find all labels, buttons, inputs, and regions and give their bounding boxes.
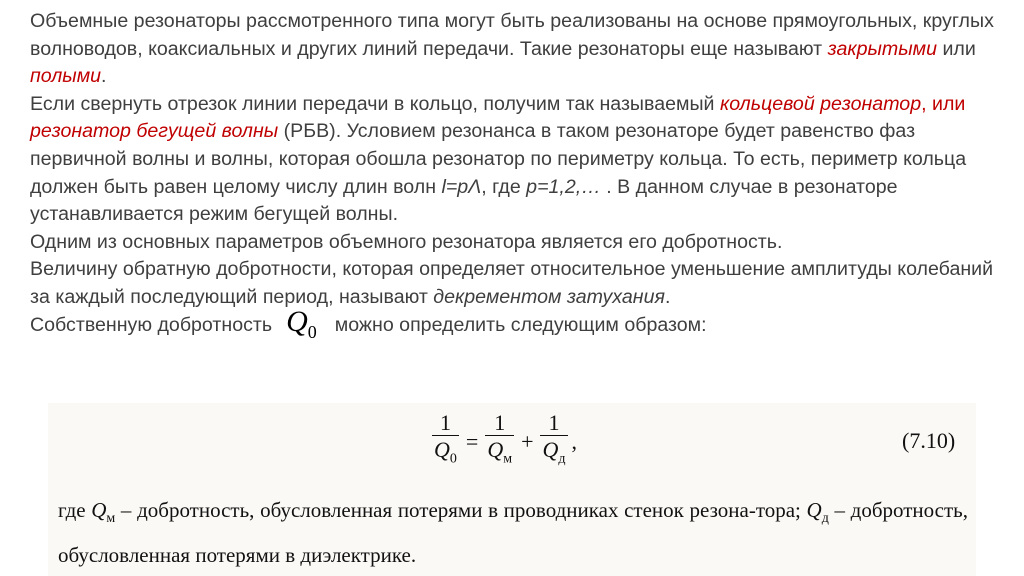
subscript: м bbox=[503, 451, 513, 467]
symbol-q: Q bbox=[542, 437, 559, 463]
fraction-1-over-qd bbox=[540, 411, 567, 474]
numerator: 1 bbox=[548, 409, 560, 435]
paragraph-4-text: Величину обратную добротности, которая определяет относительное уменьшение амплитуды колебаний за каждый последующий период, называют bbox=[30, 258, 994, 308]
qm-description: – добротность, обусловленная потерями в проводниках стенок резона-тора; bbox=[115, 498, 807, 522]
term-traveling-wave-resonator: резонатор бегущей волны bbox=[30, 120, 279, 143]
paragraph-2-rest: . Условием резонанса в таком резонаторе будет равенство фаз первичной волны и волны, которая обошла резонатор по периметру кольца. То есть, периметр кольца должен быть равен целому числу длин волн bbox=[30, 120, 967, 198]
numerator: 1 bbox=[494, 409, 506, 435]
subscript: 0 bbox=[449, 451, 457, 467]
paragraph-2-text: Если свернуть отрезок линии передачи в кольцо, получим так называемый bbox=[30, 92, 720, 115]
symbol-qd bbox=[806, 498, 829, 527]
equation-number: (7.10) bbox=[902, 428, 956, 453]
denominator bbox=[485, 436, 514, 473]
abbreviation: (РБВ) bbox=[278, 120, 336, 143]
plus-sign: + bbox=[521, 429, 534, 454]
symbol-qm bbox=[91, 498, 116, 527]
subscript: м bbox=[106, 511, 116, 527]
equals-sign: = bbox=[465, 429, 479, 454]
term-hollow: полыми bbox=[30, 65, 102, 88]
symbol-q0 bbox=[286, 304, 317, 342]
fraction-1-over-q0 bbox=[432, 411, 459, 474]
symbol-q-sub: 0 bbox=[307, 321, 317, 342]
paragraph-1 bbox=[30, 8, 1015, 91]
period: . bbox=[664, 285, 671, 308]
subscript: д bbox=[821, 511, 829, 527]
equation-perimeter: l=pΛ bbox=[441, 175, 482, 198]
formula-explanation bbox=[58, 492, 968, 573]
symbol-q: Q bbox=[487, 437, 504, 463]
term-closed: закрытыми bbox=[827, 37, 937, 60]
text-body bbox=[30, 8, 1015, 342]
paragraph-3: Одним из основных параметров объемного резонатора является его добротность. bbox=[30, 230, 783, 253]
qd-description: – добротность, обусловленная потерями в диэлектрике. bbox=[58, 498, 969, 568]
paragraph-5 bbox=[30, 304, 1015, 342]
paragraph-4 bbox=[30, 256, 1015, 311]
numerator: 1 bbox=[439, 409, 451, 435]
paragraph-2 bbox=[30, 91, 1015, 229]
comma: , bbox=[571, 429, 577, 454]
formula-7-10 bbox=[428, 408, 577, 476]
paragraph-2-end: . В данном случае в резонаторе устанавливается режим бегущей волны. bbox=[30, 175, 898, 226]
paragraph-5-after: можно определить следующим образом: bbox=[334, 313, 707, 336]
subscript: д bbox=[558, 451, 566, 467]
paragraph-2-where: , где bbox=[481, 175, 527, 198]
period: . bbox=[101, 65, 107, 88]
denominator bbox=[432, 436, 459, 473]
fraction-1-over-qm bbox=[485, 411, 514, 474]
term-damping-decrement: декрементом затухания bbox=[433, 285, 665, 308]
term-ring-resonator: кольцевой резонатор bbox=[719, 92, 922, 115]
conjunction-red: , или bbox=[921, 92, 966, 115]
equation-p-values: p=1,2,… bbox=[526, 175, 601, 198]
symbol-q: Q bbox=[806, 498, 822, 522]
symbol-q: Q bbox=[286, 304, 308, 338]
symbol-q: Q bbox=[91, 498, 107, 522]
denominator bbox=[540, 436, 567, 473]
where-word: где bbox=[58, 498, 92, 522]
symbol-q: Q bbox=[434, 437, 450, 463]
paragraph-1-text: Объемные резонаторы рассмотренного типа могут быть реализованы на основе прямоугольных, круглых волноводов, коаксиальных и других линий передачи. Такие резонаторы еще называют bbox=[30, 10, 994, 60]
conjunction: или bbox=[937, 37, 976, 60]
paragraph-5-text: Собственную добротность bbox=[30, 313, 273, 336]
